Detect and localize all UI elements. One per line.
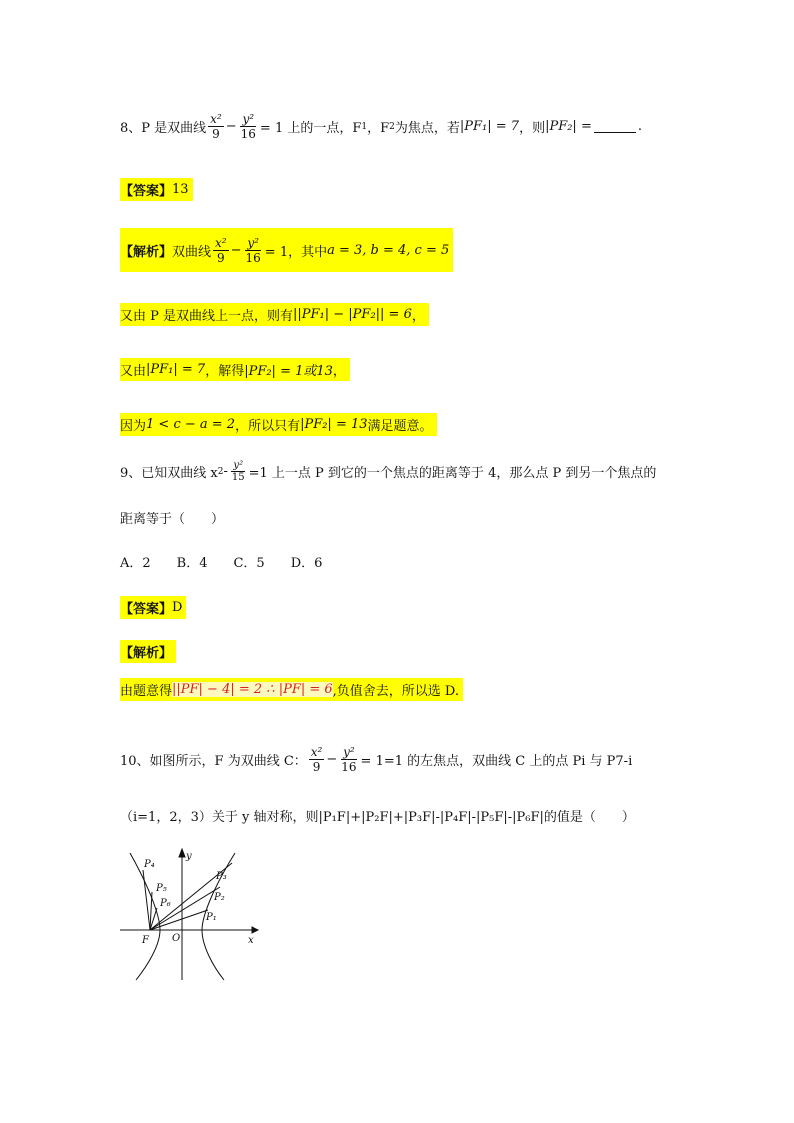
question-10: 10、如图所示，F 为双曲线 C： $\frac{\text{x²}}{9}$ − $\frac{\text{y²}}{16}$ = 1=1 的左焦点，双曲线 C 上的点 Pi 与 P7-i [120,745,633,774]
answer-9: 【答案】 D [120,596,186,619]
label-o: O [172,933,181,944]
question-10-line-2: （i=1，2，3）关于 y 轴对称，则|P₁F|+|P₂F|+|P₃F|-|P₄F|-|P₅F|-|P₆F|的值是（ ） [120,810,635,825]
label-p1: P₁ [206,912,217,923]
line-fp4 [143,870,150,930]
answer-blank[interactable] [594,120,636,133]
solution-8-line-1: 【解析】 双曲线 $\frac{\text{x²}}{9}$ − $\frac{\text{y²}}{16}$ = 1，其中 a = 3, b = 4, c = 5 [120,228,453,272]
label-x: x [248,935,254,946]
left-branch [130,853,160,980]
solution-8-line-4: 因为 1 < c − a = 2 ，所以只有 |PF₂| = 13 满足题意。 [120,413,437,436]
question-9: 9、已知双曲线 x 2 - $\frac{\text{y²}}{15}$ =1 上一点 P 到它的一个焦点的距离等于 4，那么点 P 到另一个焦点的 [120,460,657,483]
label-p2: P₂ [214,892,225,903]
question-8: 8、P 是双曲线 $\frac{\text{x²}}{9}$ − $\frac{\text{y²}}{16}$ = 1 上的一点，F 1 ，F 2 为焦点，若 |PF₁| = 7 ，则 |PF₂| = . [120,112,642,141]
label-y: y [186,851,192,862]
q8-pf1: |PF₁| = 7 [459,119,520,134]
solution-8-line-3: 又由 |PF₁| = 7 ，解得 |PF₂| = 1或13 ， [120,358,350,381]
q8-prefix: 8、P 是双曲线 [120,121,207,136]
solution-9: 由题意得 ||PF| − 4| = 2 ∴ |PF| = 6 ,负值舍去，所以选 D. [120,678,463,701]
x-axis-arrow [252,927,258,933]
analysis-9-label: 【解析】 [120,640,176,663]
label-f: F [142,935,149,946]
q8-fraction-x: $\frac{\text{x²}}{9}$ [210,112,222,141]
question-9-line-2: 距离等于（ ） [120,512,225,527]
y-axis-arrow [179,849,185,857]
q8-fraction-y: $\frac{\text{y²}}{16}$ [240,112,256,141]
hyperbola-figure [120,845,270,985]
solution-8-line-2: 又由 P 是双曲线上一点，则有 ||PF₁| − |PF₂|| = 6 ， [120,303,429,326]
q8-pf2: |PF₂| = [545,119,592,134]
question-9-options: A．2 B．4 C．5 D．6 [120,556,323,571]
label-p3: P₃ [216,871,227,882]
label-p6: P₆ [160,898,171,909]
label-p5: P₅ [156,883,167,894]
answer-8: 【答案】 13 [120,178,193,201]
label-p4: P₄ [144,859,155,870]
